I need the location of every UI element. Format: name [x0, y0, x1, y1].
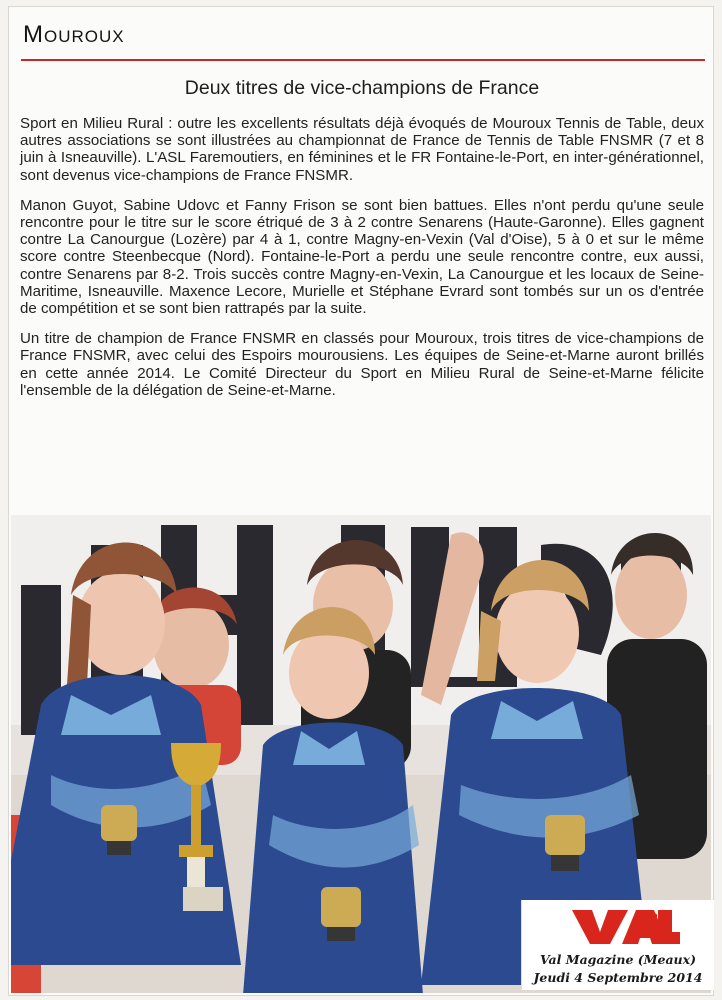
article-paragraph: Manon Guyot, Sabine Udovc et Fanny Frison se sont bien battues. Elles n'ont perdu qu'une seule rencontre pour le titre sur le score étriqué de 3 à 2 contre Senarens (Haute-Garonne). Elles gagnent contre La Canourgue (Lozère) par 4 à 1, contre Magny-en-Vexin (Val d'Oise), 5 à 0 et sur le même score contre Steenbecque (Nord). Fontaine-le-Port a perdu une seule rencontre contre, eux aussi, contre Senarens par 8-2. Trois succès contre Magny-en-Vexin, La Canourgue et les locaux de Seine-Maritime, Isneauville. Maxence Lecore, Murielle et Stéphane Evrard sont tombés sur un os d'entrée de compétition et se sont bien rattrapés par la suite.	[20, 196, 704, 318]
val-logo	[570, 906, 680, 946]
section-header	[17, 15, 705, 63]
svg-text:.com: .com	[646, 911, 665, 920]
publication-date: Jeudi 4 Septembre 2014	[533, 970, 703, 985]
article-headline: Deux titres de vice-champions de France	[184, 77, 540, 99]
article-body	[20, 115, 704, 412]
article-paragraph: Un titre de champion de France FNSMR en classés pour Mouroux, trois titres de vice-champions de France FNSMR, avec celui des Espoirs mourousiens. Les équipes de Seine-et-Marne auront brillés en cette année 2014. Le Comité Directeur du Sport en Milieu Rural de Seine-et-Marne félicite l'ensemble de la délégation de Seine-et-Marne.	[20, 330, 704, 399]
publication-name: Val Magazine (Meaux)	[539, 952, 697, 967]
section-title: Mouroux	[23, 21, 125, 48]
article-page	[8, 6, 714, 996]
article-paragraph: Sport en Milieu Rural : outre les excellents résultats déjà évoqués de Mouroux Tennis de Table, deux autres associations se sont illustrées au championnat de France de Tennis de Table FNSMR (7 et 8 juin à Isneauville). L'ASL Faremoutiers, en féminines et le FR Fontaine-le-Port, en inter-générationnel, sont devenus vice-champions de France FNSMR.	[20, 115, 704, 184]
source-watermark	[521, 900, 714, 990]
section-divider	[21, 59, 705, 61]
